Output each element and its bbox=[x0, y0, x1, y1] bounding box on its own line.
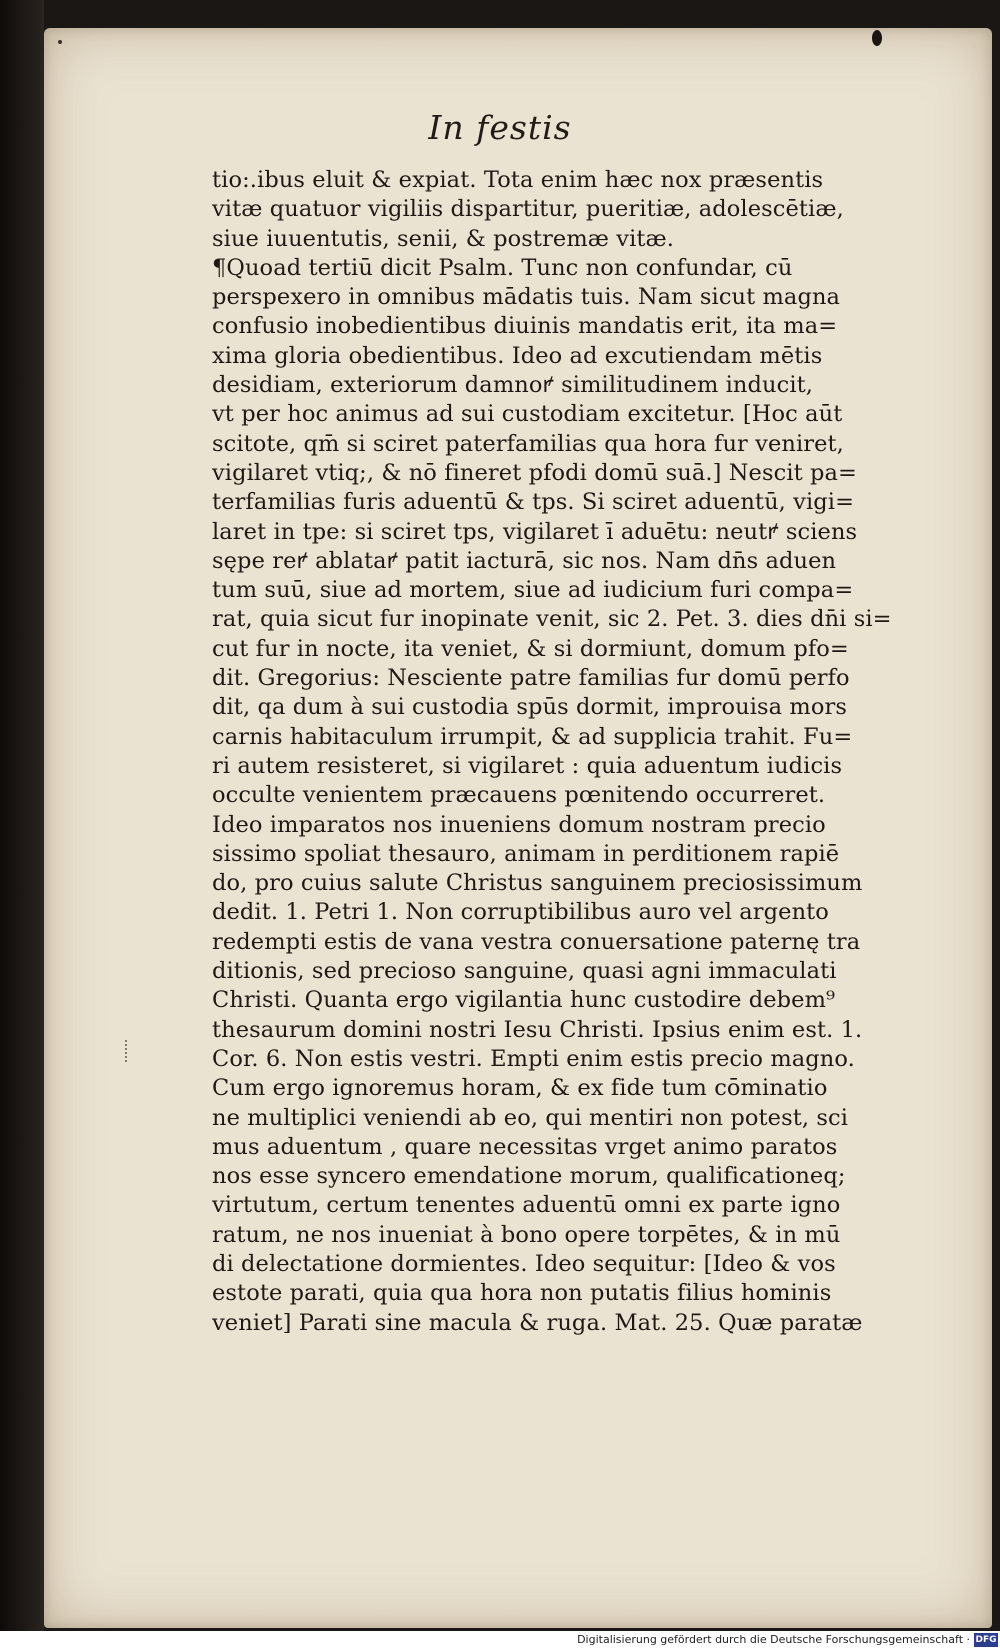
text-line: scitote, qm̄ si sciret paterfamilias qua hora fur veniret, bbox=[212, 430, 844, 457]
text-line: di delectatione dormientes. Ideo sequitur: [Ideo & vos bbox=[212, 1250, 836, 1277]
text-line: vigilaret vtiq;, & nō fineret pfodi domū suā.] Nescit pa= bbox=[212, 459, 857, 486]
text-line: ditionis, sed precioso sanguine, quasi agni immaculati bbox=[212, 958, 837, 985]
text-line: veniet] Parati sine macula & ruga. Mat. 25. Quæ paratæ bbox=[212, 1309, 863, 1336]
text-line: Christi. Quanta ergo vigilantia hunc custodire debem⁹ bbox=[212, 987, 836, 1014]
running-title: In festis bbox=[428, 108, 572, 147]
text-line: redempti estis de vana vestra conuersatione paternę tra bbox=[212, 928, 861, 955]
text-line: sępe reꝵ ablataꝵ patit iacturā, sic nos. Nam dn̄s aduen bbox=[212, 547, 837, 574]
text-line: tio:.ibus eluit & expiat. Tota enim hæc nox præsentis bbox=[212, 167, 824, 193]
text-line: vt per hoc animus ad sui custodiam excitetur. [Hoc aūt bbox=[212, 401, 843, 428]
text-line: dedit. 1. Petri 1. Non corruptibilibus auro vel argento bbox=[212, 899, 829, 926]
dfg-logo: DFG bbox=[975, 1635, 997, 1645]
text-line: ¶Quoad tertiū dicit Psalm. Tunc non confundar, cū bbox=[212, 254, 793, 281]
text-line: dit. Gregorius: Nesciente patre familias fur domū perfo bbox=[212, 665, 850, 692]
page-speck bbox=[58, 40, 62, 44]
text-line: desidiam, exteriorum damnoꝵ similitudinem inducit, bbox=[212, 372, 814, 399]
text-line: tum suū, siue ad mortem, siue ad iudicium furi compa= bbox=[212, 577, 854, 604]
text-line: dit, qa dum à sui custodia spūs dormit, improuisa mors bbox=[212, 694, 847, 721]
text-line: carnis habitaculum irrumpit, & ad supplicia trahit. Fu= bbox=[212, 723, 853, 750]
margin-mark bbox=[125, 1040, 133, 1062]
text-line: virtutum, certum tenentes aduentū omni ex parte igno bbox=[212, 1192, 841, 1219]
text-line: Ideo imparatos nos inueniens domum nostram precio bbox=[212, 811, 826, 838]
text-line: ratum, ne nos inueniat à bono opere torpētes, & in mū bbox=[212, 1221, 841, 1248]
text-line: thesaurum domini nostri Iesu Christi. Ipsius enim est. 1. bbox=[212, 1016, 863, 1043]
text-line: estote parati, quia qua hora non putatis filius hominis bbox=[212, 1280, 832, 1307]
text-line: occulte venientem præcauens pœnitendo occurreret. bbox=[212, 782, 826, 809]
text-line: sissimo spoliat thesauro, animam in perditionem rapiē bbox=[212, 840, 840, 867]
text-line: rat, quia sicut fur inopinate venit, sic 2. Pet. 3. dies dn̄i si= bbox=[212, 606, 892, 633]
text-line: vitæ quatuor vigiliis dispartitur, pueritiæ, adolescētiæ, bbox=[212, 196, 844, 223]
text-line: xima gloria obedientibus. Ideo ad excutiendam mētis bbox=[212, 342, 823, 369]
text-line: cut fur in nocte, ita veniet, & si dormiunt, domum pfo= bbox=[212, 635, 849, 662]
text-line: do, pro cuius salute Christus sanguinem preciosissimum bbox=[212, 870, 863, 897]
text-line: siue iuuentutis, senii, & postremæ vitæ. bbox=[212, 225, 675, 252]
digitization-credit: Digitalisierung gefördert durch die Deutsche Forschungsgemeinschaft · bbox=[577, 1633, 970, 1646]
text-line: Cor. 6. Non estis vestri. Empti enim estis precio magno. bbox=[212, 1045, 855, 1072]
binding-hole bbox=[872, 30, 882, 46]
text-line: nos esse syncero emendatione morum, qualificationeq; bbox=[212, 1163, 846, 1190]
text-line: ri autem resisteret, si vigilaret : quia aduentum iudicis bbox=[212, 752, 843, 779]
text-line: perspexero in omnibus mādatis tuis. Nam sicut magna bbox=[212, 284, 841, 311]
book-spine-shadow bbox=[0, 0, 44, 1651]
text-line: mus aduentum , quare necessitas vrget animo paratos bbox=[212, 1133, 838, 1160]
text-line: Cum ergo ignoremus horam, & ex fide tum cōminatio bbox=[212, 1075, 828, 1102]
text-line: laret in tpe: si sciret tps, vigilaret ī aduētu: neutꝵ sciens bbox=[212, 518, 858, 545]
text-line: terfamilias furis aduentū & tps. Si sciret aduentū, vigi= bbox=[212, 489, 855, 516]
text-block bbox=[212, 166, 912, 1338]
text-line: ne multiplici veniendi ab eo, qui mentiri non potest, sci bbox=[212, 1104, 849, 1131]
text-line: confusio inobedientibus diuinis mandatis erit, ita ma= bbox=[212, 313, 838, 340]
